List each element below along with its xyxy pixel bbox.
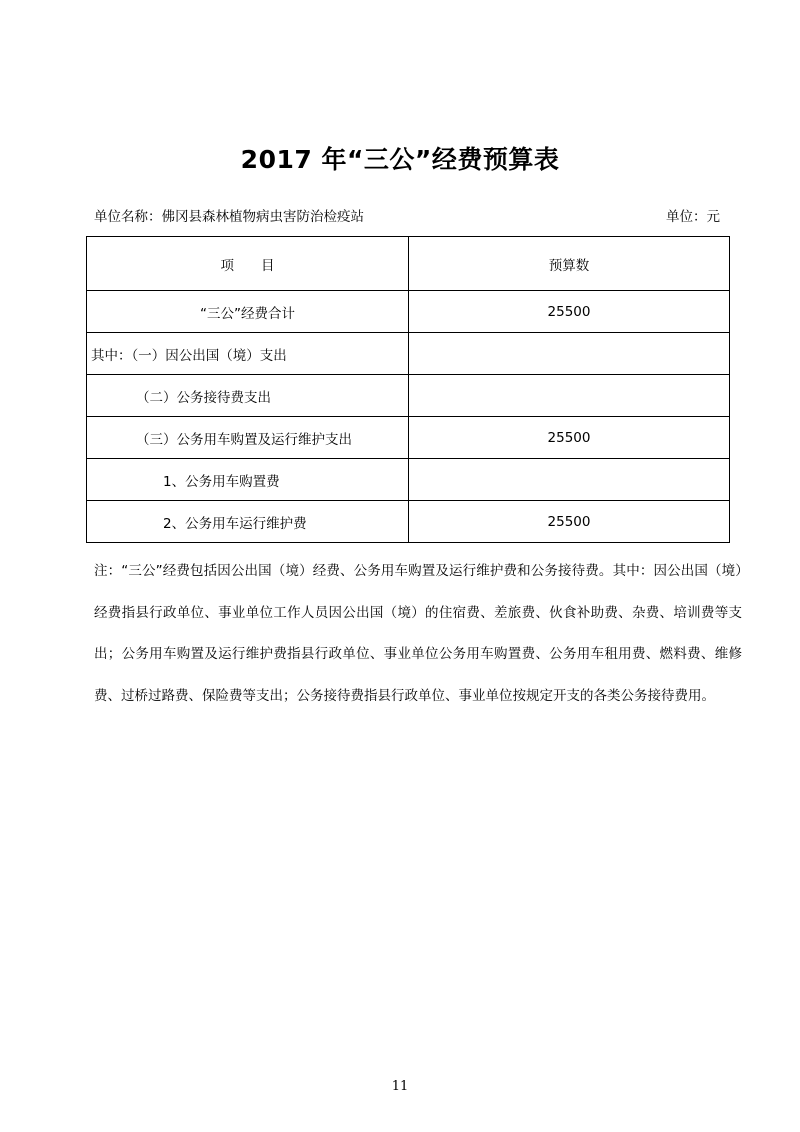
row-amount-vehicle-maintenance: 25500 [409,501,730,543]
row-amount-total: 25500 [409,291,730,333]
row-amount-overseas [409,333,730,375]
row-item-vehicle-purchase: 1、公务用车购置费 [87,459,409,501]
budget-table [86,236,730,543]
row-amount-vehicles: 25500 [409,417,730,459]
table-row [87,417,730,459]
table-row [87,375,730,417]
table-row [87,459,730,501]
unit-name: 单位名称：佛冈县森林植物病虫害防治检疫站 [94,209,364,225]
row-amount-reception [409,375,730,417]
table-row [87,333,730,375]
table-row [87,291,730,333]
row-item-overseas: 其中：（一）因公出国（境）支出 [87,333,409,375]
row-item-total: “三公”经费合计 [87,291,409,333]
table-header-row [87,237,730,291]
row-item-reception: （二）公务接待费支出 [87,375,409,417]
row-item-vehicle-maintenance: 2、公务用车运行维护费 [87,501,409,543]
header-amount: 预算数 [409,237,730,291]
explanatory-note: 注：“三公”经费包括因公出国（境）经费、公务用车购置及运行维护费和公务接待费。其中：因公出国（境）经费指县行政单位、事业单位工作人员因公出国（境）的住宿费、差旅费、伙食补助费、杂费、培训费等支出；公务用车购置及运行维护费指县行政单位、事业单位公务用车购置费、公务用车租用费、燃料费、维修费、过桥过路费、保险费等支出；公务接待费指县行政单位、事业单位按规定开支的各类公务接待费用。 [94,563,742,704]
currency-unit: 单位：元 [666,209,720,225]
header-item: 项 目 [87,237,409,291]
page-number: 11 [391,1079,409,1094]
row-item-vehicles: （三）公务用车购置及运行维护支出 [87,417,409,459]
row-amount-vehicle-purchase [409,459,730,501]
document-title: 2017 年“三公”经费预算表 [240,145,560,174]
table-row [87,501,730,543]
